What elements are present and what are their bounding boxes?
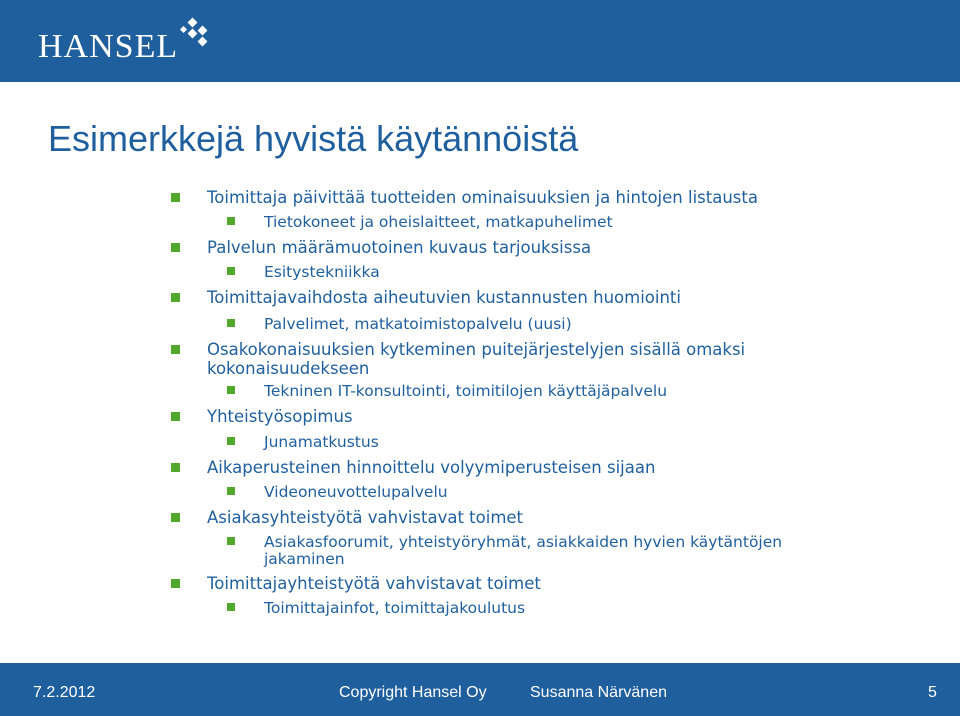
sub-bullet-text: Tekninen IT-konsultointi, toimitilojen käyttäjäpalvelu — [264, 382, 668, 400]
square-bullet-icon — [171, 513, 180, 522]
square-bullet-icon — [171, 193, 180, 202]
sub-bullet-item — [264, 383, 667, 400]
sub-bullet-text: Tietokoneet ja oheislaitteet, matkapuhelimet — [264, 213, 613, 231]
square-bullet-icon — [227, 437, 235, 445]
bullet-item — [207, 508, 523, 527]
slide-title: Esimerkkejä hyvistä käytännöistä — [48, 118, 579, 159]
bullet-item — [207, 458, 655, 477]
sub-bullet-text-continued: jakaminen — [264, 550, 345, 568]
sub-bullet-item — [264, 264, 380, 281]
bullet-text: Osakokonaisuuksien kytkeminen puitejärjestelyjen sisällä omaksi — [207, 340, 746, 359]
square-bullet-icon — [227, 537, 235, 545]
bullet-item — [207, 288, 681, 307]
bullet-text-continued: kokonaisuudekseen — [207, 359, 370, 378]
footer-copyright: Copyright Hansel Oy — [339, 684, 487, 701]
bullet-text: Palvelun määrämuotoinen kuvaus tarjouksissa — [207, 238, 592, 257]
bullet-text: Asiakasyhteistyötä vahvistavat toimet — [207, 508, 524, 527]
bullet-item — [207, 188, 758, 207]
sub-bullet-item — [264, 316, 572, 333]
bullet-text: Yhteistyösopimus — [207, 407, 353, 426]
square-bullet-icon — [227, 217, 235, 225]
bullet-text: Toimittajayhteistyötä vahvistavat toimet — [207, 574, 541, 593]
bullet-text: Toimittajavaihdosta aiheutuvien kustannusten huomiointi — [207, 288, 681, 307]
footer-page-number: 5 — [928, 684, 937, 701]
square-bullet-icon — [171, 293, 180, 302]
bullet-item — [207, 407, 353, 426]
footer-band — [0, 663, 960, 716]
logo-mark-icon — [179, 17, 211, 51]
logo-text: HANSEL — [38, 28, 179, 65]
header-band — [0, 0, 960, 82]
square-bullet-icon — [171, 345, 180, 354]
bullet-item — [207, 238, 591, 257]
sub-bullet-item — [264, 600, 525, 617]
hansel-logo — [38, 27, 211, 67]
square-bullet-icon — [171, 463, 180, 472]
sub-bullet-text: Asiakasfoorumit, yhteistyöryhmät, asiakkaiden hyvien käytäntöjen — [264, 533, 783, 551]
square-bullet-icon — [227, 319, 235, 327]
sub-bullet-text: Toimittajainfot, toimittajakoulutus — [264, 599, 526, 617]
square-bullet-icon — [227, 487, 235, 495]
sub-bullet-item — [264, 434, 379, 451]
sub-bullet-text: Esitystekniikka — [264, 263, 380, 281]
square-bullet-icon — [227, 386, 235, 394]
square-bullet-icon — [171, 243, 180, 252]
square-bullet-icon — [171, 579, 180, 588]
square-bullet-icon — [227, 267, 235, 275]
square-bullet-icon — [171, 412, 180, 421]
bullet-text: Toimittaja päivittää tuotteiden ominaisuuksien ja hintojen listausta — [207, 188, 758, 207]
bullet-item — [207, 574, 541, 593]
sub-bullet-text: Videoneuvottelupalvelu — [264, 483, 448, 501]
sub-bullet-text: Palvelimet, matkatoimistopalvelu (uusi) — [264, 315, 572, 333]
footer-author: Susanna Närvänen — [530, 684, 667, 701]
sub-bullet-item — [264, 534, 782, 568]
footer-date: 7.2.2012 — [33, 684, 96, 701]
bullet-text: Aikaperusteinen hinnoittelu volyymiperusteisen sijaan — [207, 458, 656, 477]
sub-bullet-item — [264, 214, 613, 231]
sub-bullet-text: Junamatkustus — [264, 433, 379, 451]
sub-bullet-item — [264, 484, 448, 501]
square-bullet-icon — [227, 603, 235, 611]
bullet-item — [207, 340, 745, 378]
